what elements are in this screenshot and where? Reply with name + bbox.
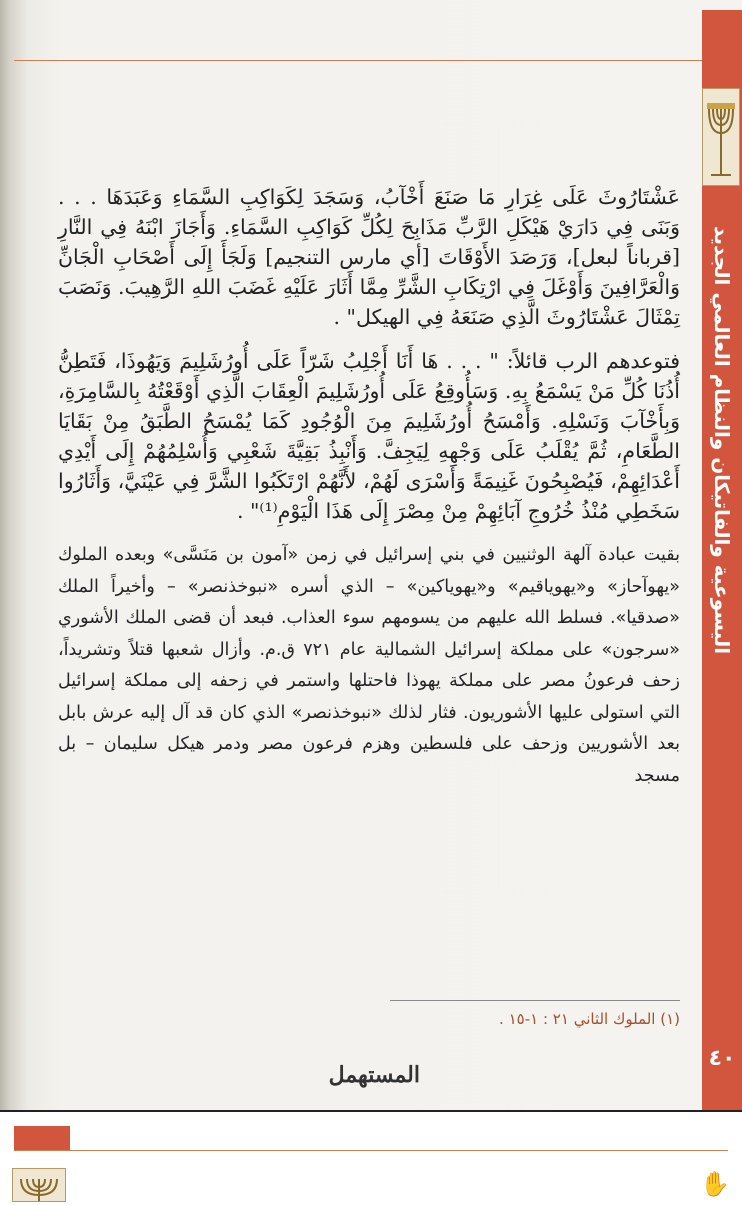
body-paragraph: بقيت عبادة آلهة الوثنيين في بني إسرائيل في زمن «آمون بن مَنَسَّى» وبعده الملوك «يهوآحاز» و«يهوياقيم» و«يهوياكين» – الذي أسره «نبوخذنصر» – وأخيراً الملك «صدقيا». فسلط الله عليهم من يسومهم سوء العذاب. فبعد أن قضى الملك الأشوري «سرجون» على مملكة إسرائيل الشمالية عام ٧٢١ ق.م. وأزال شعبها قتلاً وتشريداً، زحف فرعونُ مصر على مملكة يهوذا فاحتلها واستمر في زحفه إلى مملكة إسرائيل التي استولى عليها الأشوريون. فثار لذلك «نبوخذنصر» الذي كان قد آل إليه عرش بابل بعد الأشوريين وزحف على فلسطين وهزم فرعون مصر ودمر هيكل سليمان – بل مسجد [58,545,680,786]
publisher-logo: المستهمل [328,1062,420,1088]
hand-icon: ✋ [700,1170,730,1198]
menorah-icon [702,88,740,186]
menorah-icon [12,1168,66,1202]
footnote-divider [390,1000,680,1001]
quote-paragraph-1: عَشْتَارُوثَ عَلَى غِرَارِ مَا صَنَعَ أَخْآبُ، وَسَجَدَ لِكَوَاكِبِ السَّمَاءِ وَعَبَدَهَا . . . وَبَنَى فِي دَارَيْ هَيْكَلِ الرَّبِّ مَذَابِحَ لِكُلِّ كَوَاكِبِ السَّمَاءِ. وَأَجَازَ ابْنَهُ فِي النَّارِ [قرباناً لبعل]، وَرَصَدَ الأَوْقَاتَ [أي مارس التنجيم] وَلَجَأَ إِلَى أَصْحَابِ الْجَانِّ وَالْعَرَّافِينَ وَأَوْغَلَ فِي ارْتِكَابِ الشَّرِّ مِمَّا أَثَارَ عَلَيْهِ غَضَبَ اللهِ الرَّهِيبَ. وَنَصَبَ تِمْثَالَ عَشْتَارُوثَ الَّذِي صَنَعَهُ فِي الهيكل" . [58,185,680,329]
next-page-header-strip [14,1126,70,1150]
page-number: ٤٠ [708,1046,736,1071]
quote-paragraph-2: فتوعدهم الرب قائلاً: " . . . هَا أَنَا أَجْلِبُ شَرّاً عَلَى أُورُشَلِيمَ وَيَهُوذَا، فَتَطِنُّ أُذُنَا كُلِّ مَنْ يَسْمَعُ بِهِ. وَسَأُوقِعُ عَلَى أُورُشَلِيمَ الْعِقَابَ الَّذِي أَوْقَعْتُهُ بِالسَّامِرَةِ، وَبِأَخْآبَ وَنَسْلِهِ. وَأَمْسَحُ أُورُشَلِيمَ مِنَ الْوُجُودِ كَمَا يُمْسَحُ الطَّبَقُ مِنْ بَقَايَا الطَّعَامِ، ثُمَّ يُقْلَبُ عَلَى وَجْهِهِ لِيَجِفَّ. وَأَنْبِذُ بَقِيَّةَ شَعْبِي وَأُسْلِمُهُمْ إِلَى أَيْدِي أَعْدَائِهِمْ، فَيُصْبِحُونَ غَنِيمَةً وَأَسْرَى لَهُمْ، لأَنَّهُمْ ارْتَكَبُوا الشَّرَّ فِي عَيْنَيَّ، وَأَثَارُوا سَخَطِي مُنْذُ خُرُوجِ آبَائِهِمْ مِنْ مِصْرَ إِلَى هَذَا الْيَوْمِ⁽¹⁾" . [58,349,680,523]
book-title-vertical: اليسوعية والفاتيكان والنظام العالمي الجديد [710,225,734,655]
header-rule [14,60,702,61]
next-page-header-rule [14,1150,728,1151]
side-title-strip [702,10,742,1110]
page-body [58,182,680,792]
footnote: (١) الملوك الثاني ٢١ : ١-١٥ . [499,1010,680,1028]
